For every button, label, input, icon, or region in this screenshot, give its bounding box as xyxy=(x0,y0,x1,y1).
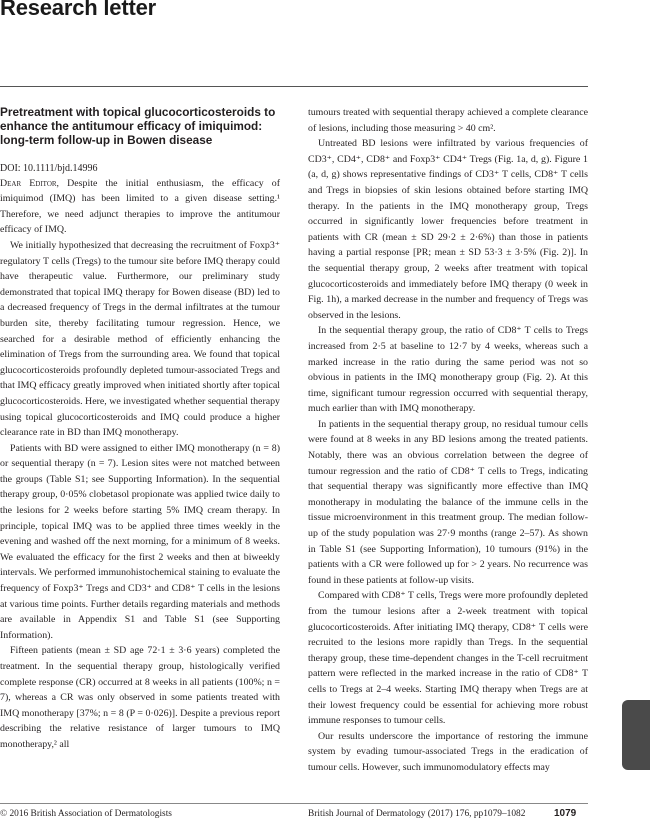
right-column xyxy=(308,105,588,776)
section-thumb-tab xyxy=(622,700,650,770)
paragraph-intro-text: Despite the initial enthusiasm, the efficacy of imiquimod (IMQ) has been limited to a given disease setting.¹ Therefore, we need adjunct therapies to improve the antitumour efficacy of IMQ. xyxy=(0,177,280,236)
paragraph-conclusion: Our results underscore the importance of restoring the immune system by evading tumour-associated Tregs in the eradication of tumour cells. However, such immunomodulatory effects may xyxy=(308,730,588,773)
paragraph-methods: Patients with BD were assigned to either IMQ monotherapy (n = 8) or sequential therapy (n = 7). Lesion sites were not matched between the groups (Table S1; see Supporting Information). In the sequential therapy group, 0·05% clobetasol propionate was applied twice daily to the lesions for 2 weeks before starting 5% IMQ cream therapy. In principle, topical IMQ was to be applied three times weekly in the evening and washed off the next morning, for a minimum of 8 weeks. We evaluated the efficacy for the first 2 weeks and then at biweekly intervals. We performed immunohistochemical staining to evaluate the frequency of Foxp3⁺ Tregs and CD3⁺ and CD8⁺ T cells in the lesions at various time points. Further details regarding materials and methods are available in Appendix S1 and Table S1 (see Supporting Information). xyxy=(0,442,280,641)
paragraph-treg-depletion: Compared with CD8⁺ T cells, Tregs were more profoundly depleted from the tumour lesions after a 2-week treatment with topical glucocorticosteroids. After initiating IMQ therapy, CD8⁺ T cells were recruited to the lesions more rapidly than Tregs. In the sequential therapy group, these time-dependent changes in the T-cell recruitment pattern were reflected in the marked increase in the ratio of CD8⁺ T cells to Tregs at 2–4 weeks. Starting IMQ therapy when Tregs are at their lowest frequency could be essential for achieving more robust immune responses to tumour cells. xyxy=(308,590,588,727)
left-column xyxy=(0,105,280,753)
paragraph-intro xyxy=(0,176,280,238)
paragraph-cd8-ratio: In the sequential therapy group, the ratio of CD8⁺ T cells to Tregs increased from 2·5 at baseline to 12·7 by 4 weeks, whereas such a marked increase in the ratio during the same period was not so obvious in patients in the IMQ monotherapy group (Fig. 2). At this time, significant tumour regression occurred with sequential therapy, much earlier than with IMQ monotherapy. xyxy=(308,325,588,415)
header-divider xyxy=(0,86,588,87)
article-title: Pretreatment with topical glucocorticosteroids to enhance the antitumour efficacy of imiquimod: long-term follow-up in Bowen disease xyxy=(0,105,276,148)
page-number: 1079 xyxy=(554,808,577,819)
paragraph-untreated-lesions: Untreated BD lesions were infiltrated by various frequencies of CD3⁺, CD4⁺, CD8⁺ and Foxp3⁺ CD4⁺ Tregs (Fig. 1a, d, g). Figure 1 (a, d, g) shows representative findings of CD3⁺ T cells, CD8⁺ T cells and Tregs in biopsies of skin lesions obtained before starting IMQ therapy. In the patients in the IMQ monotherapy group, Tregs occurred in significantly lower frequencies before treatment in patients with CR (mean ± SD 29·2 ± 2·6%) than those in patients having a partial response [PR; mean ± SD 53·3 ± 3·5% (Fig. 2)]. In the sequential therapy group, 2 weeks after treatment with topical glucocorticosteroids and immediately before IMQ therapy (0 week in Fig. 1h), a marked decrease in the number and frequency of Tregs was observed in the lesions. xyxy=(308,138,588,321)
paragraph-results-cont: tumours treated with sequential therapy achieved a complete clearance of lesions, including those measuring > 40 cm². xyxy=(308,107,588,134)
paragraph-hypothesis: We initially hypothesized that decreasing the recruitment of Foxp3⁺ regulatory T cells (Tregs) to the tumour site before IMQ therapy could have therapeutic value. Furthermore, our preliminary study demonstrated that topical IMQ therapy for Bowen disease (BD) led to a decreased frequency of Tregs in the dermal infiltrates at the tumour burden site, thereby facilitating tumour regression. Hence, we searched for a desirable method of efficiently enhancing the elimination of Tregs from the surrounding area. We found that topical glucocorticosteroids profoundly depleted tumour-associated Tregs and that IMQ efficacy greatly improved when initiated shortly after topical glucocorticosteroids. Here, we investigated whether sequential therapy using topical glucocorticosteroids and IMQ could produce a higher clearance rate in BD than IMQ monotherapy. xyxy=(0,239,280,439)
paragraph-results: Fifteen patients (mean ± SD age 72·1 ± 3·6 years) completed the treatment. In the sequential therapy group, histologically verified complete response (CR) occurred at 8 weeks in all patients (100%; n = 7), whereas a CR was only observed in some patients treated with IMQ monotherapy [37%; n = 8 (P = 0·026)]. Despite a previous report describing the relative resistance of larger tumours to IMQ monotherapy,² all xyxy=(0,645,280,750)
footer-divider xyxy=(0,803,588,804)
paragraph-follow-up: In patients in the sequential therapy group, no residual tumour cells were found at 8 weeks in any BD lesions among the treated patients. Notably, there was an obvious correlation between the degree of tumour regression and the ratio of CD8⁺ T cells to Tregs, indicating that sequential therapy was significantly more effective than IMQ monotherapy in modulating the balance of the immune cells in the tissue microenvironment in this treatment group. The median follow-up of the study population was 27·9 months (range 2–57). As shown in Table S1 (see Supporting Information), 10 tumours (91%) in the patients with a CR were followed up for > 2 years. No recurrence was found in these patients at follow-up visits. xyxy=(308,418,588,586)
section-heading: Research letter xyxy=(0,0,156,20)
article-doi[interactable]: DOI: 10.1111/bjd.14996 xyxy=(0,162,98,174)
footer-journal-citation: British Journal of Dermatology (2017) 176, pp1079–1082 xyxy=(308,809,526,819)
footer-copyright: © 2016 British Association of Dermatologists xyxy=(0,809,172,819)
salutation: Dear Editor, xyxy=(0,177,60,189)
